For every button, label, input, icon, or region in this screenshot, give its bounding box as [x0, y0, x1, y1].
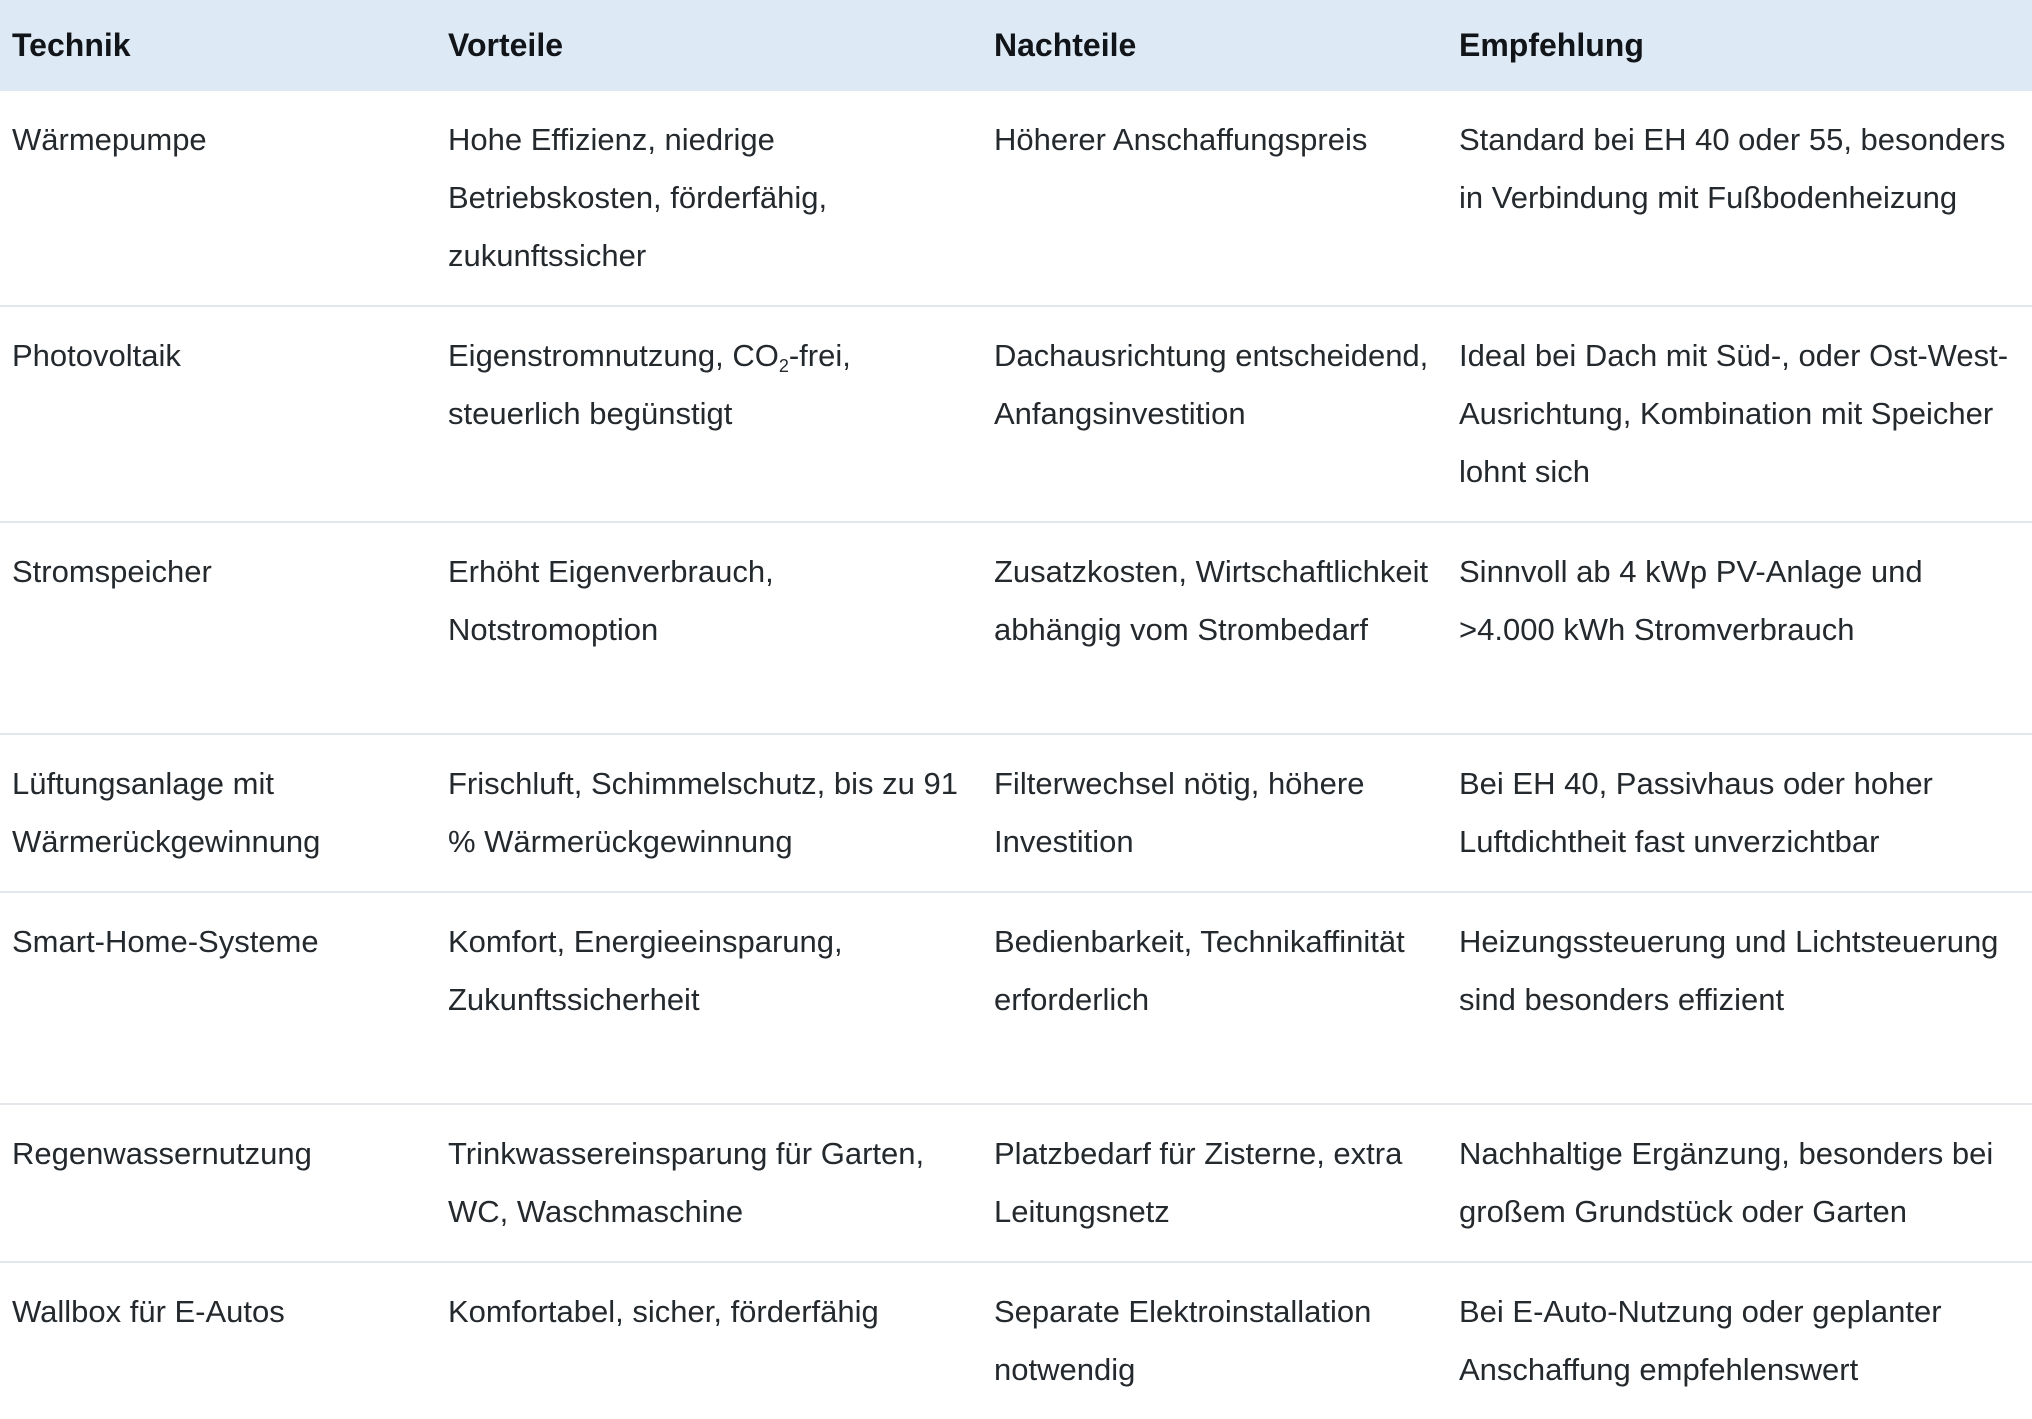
cell-vorteile	[436, 306, 982, 522]
subscript-two: 2	[778, 356, 789, 376]
cell-technik: Stromspeicher	[0, 522, 436, 734]
cell-empfehlung: Sinnvoll ab 4 kWp PV-Anlage und >4.000 kWh Stromverbrauch	[1447, 522, 2032, 734]
cell-nachteile: Separate Elektroinstallation notwendig	[994, 1294, 1372, 1387]
table-row	[0, 306, 2032, 522]
cell-empfehlung: Nachhaltige Ergänzung, besonders bei großem Grundstück oder Garten	[1447, 1104, 2032, 1262]
cell-technik: Photovoltaik	[0, 306, 436, 522]
cell-technik: Regenwassernutzung	[0, 1104, 436, 1262]
cell-technik: Wallbox für E-Autos	[12, 1294, 285, 1329]
cell-empfehlung: Ideal bei Dach mit Süd-, oder Ost-West-Ausrichtung, Kombination mit Speicher lohnt sich	[1447, 306, 2032, 522]
cell-vorteile: Frischluft, Schimmelschutz, bis zu 91 % Wärmerückgewinnung	[436, 734, 982, 892]
cell-vorteile-text: Eigenstromnutzung, CO	[448, 338, 779, 373]
table-row	[0, 734, 2032, 892]
header-row	[0, 0, 2032, 91]
cell-nachteile: Zusatzkosten, Wirtschaftlichkeit abhängig vom Strombedarf	[982, 522, 1447, 734]
table-row	[0, 91, 2032, 306]
cell-vorteile: Komfort, Energieeinsparung, Zukunftssicherheit	[436, 892, 982, 1104]
cell-nachteile: Bedienbarkeit, Technikaffinität erforderlich	[982, 892, 1447, 1104]
cell-technik: Wärmepumpe	[0, 91, 436, 306]
cell-vorteile: Trinkwassereinsparung für Garten, WC, Waschmaschine	[436, 1104, 982, 1262]
cell-vorteile: Komfortabel, sicher, förderfähig	[448, 1294, 879, 1329]
table-row	[0, 1262, 2032, 1419]
table-body	[0, 91, 2032, 1419]
cell-nachteile: Dachausrichtung entscheidend, Anfangsinvestition	[982, 306, 1447, 522]
header-empfehlung: Empfehlung	[1459, 27, 1644, 63]
header-nachteile: Nachteile	[994, 27, 1137, 63]
table-row	[0, 892, 2032, 1104]
header-technik: Technik	[12, 27, 131, 63]
cell-technik: Lüftungsanlage mit Wärmerückgewinnung	[0, 734, 436, 892]
cell-nachteile: Filterwechsel nötig, höhere Investition	[982, 734, 1447, 892]
cell-empfehlung: Heizungssteuerung und Lichtsteuerung sind besonders effizient	[1447, 892, 2032, 1104]
cell-empfehlung: Bei E-Auto-Nutzung oder geplanter Anschaffung empfehlenswert	[1459, 1294, 1942, 1387]
cell-nachteile: Höherer Anschaffungspreis	[982, 91, 1447, 306]
header-vorteile: Vorteile	[448, 27, 563, 63]
cell-empfehlung: Standard bei EH 40 oder 55, besonders in Verbindung mit Fußbodenheizung	[1447, 91, 2032, 306]
table-header	[0, 0, 2032, 91]
cell-nachteile: Platzbedarf für Zisterne, extra Leitungsnetz	[982, 1104, 1447, 1262]
cell-vorteile: Erhöht Eigenverbrauch, Notstromoption	[436, 522, 982, 734]
cell-empfehlung: Bei EH 40, Passivhaus oder hoher Luftdichtheit fast unverzichtbar	[1447, 734, 2032, 892]
table-row	[0, 1104, 2032, 1262]
cell-vorteile-text-rest: -frei, steuerlich begünstigt	[448, 338, 851, 431]
table-row	[0, 522, 2032, 734]
cell-technik: Smart-Home-Systeme	[0, 892, 436, 1104]
cell-vorteile: Hohe Effizienz, niedrige Betriebskosten, förderfähig, zukunftssicher	[436, 91, 982, 306]
